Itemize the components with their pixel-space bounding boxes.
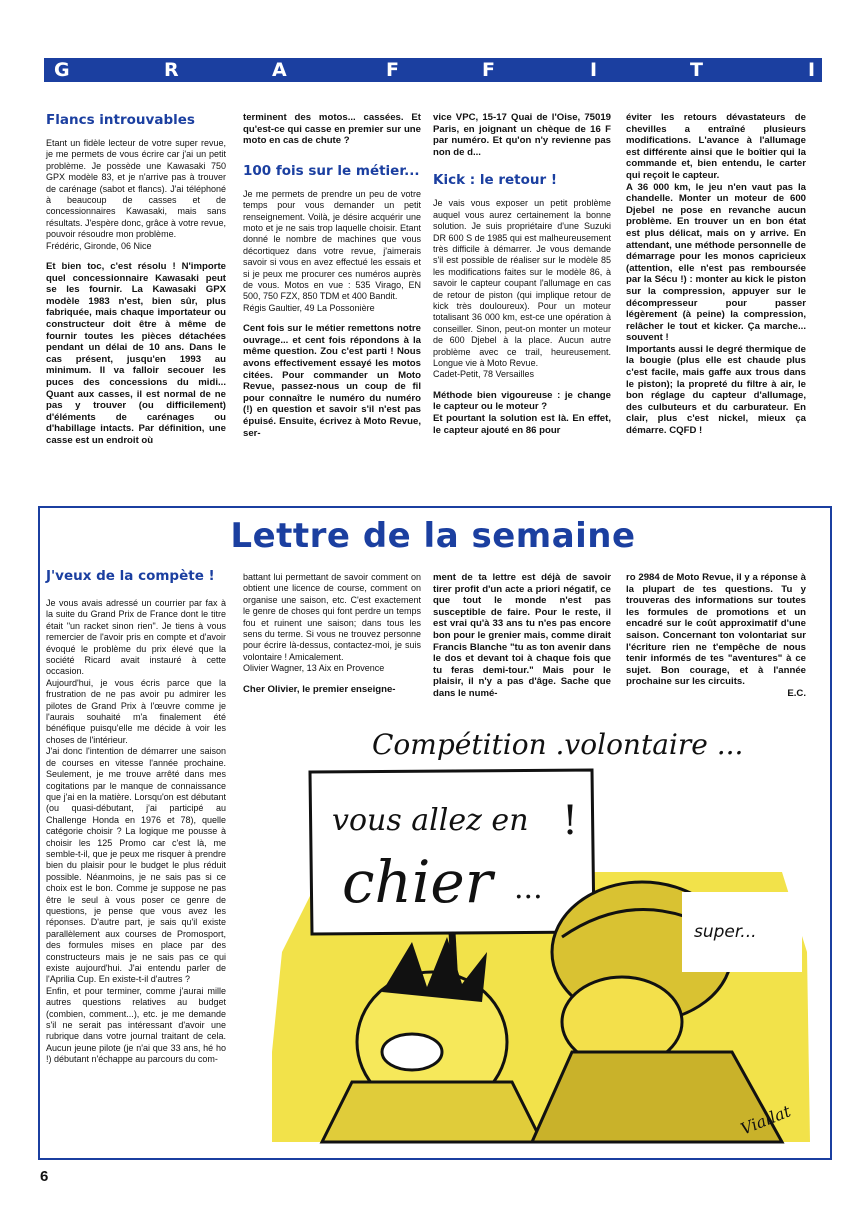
banner-letter: I [590,59,598,81]
cartoon-illustration [262,722,820,1152]
editor-initials: E.C. [787,687,806,699]
editor-answer-continued: Importants aussi le degré thermique de la bougie (plus elle est chaude plus c'est facile, mais gaffe aux trous dans le piston); la propreté du filtre à air, le bon réglage du capteur d'allumage, des culbuteurs et du carburateur. En clair, plus c'est nickel, mieux ça démarre. CQFD ! [626,343,806,437]
banner-letter: R [164,59,179,81]
reader-letter-paragraph: Enfin, et pour terminer, comme j'aurai mille autres questions relatives au budget (combien, comment...), etc. je me demande s'il ne serait pas intéressant d'avoir une rubrique dans votre journal traitant de cela. Aucun jeune pilote (je n'ai que 33 ans, hé ho !) débutant n'échappe au parcours du com- [46,985,226,1065]
page-number: 6 [40,1168,49,1185]
artist-signature: Viallat [737,1101,794,1139]
banner-letter: F [386,59,399,81]
lettre-column-2 [243,572,421,695]
banner-letter: G [54,59,70,81]
cartoon-caption: Compétition .volontaire ... [372,728,744,761]
editor-answer: ment de ta lettre est déjà de savoir tirer profit d'un acte a priori négatif, ce que tout le monde n'est pas susceptible de faire. Pour le reste, il est vrai qu'à 33 ans tu n'es pas encore bon pour le grenier mais, comme dirait Francis Blanche "tu as ton avenir dans le dos et devant toi à chaque fois que tu feras demi-tour." Mais pour le plaisir, il n'y a pas d'âge. Sache que dans le numé- [433,572,611,699]
lettre-column-3 [433,572,611,700]
section-banner [44,58,822,82]
column-2 [243,112,421,439]
reader-letter-paragraph: battant lui permettant de savoir comment on obtient une licence de course, comment on organise une saison, etc. C'est exactement le genre de choses qui font perdre un temps fou et ruinent une saison; dans tous les sens du terme. Si vous ne trouvez personne pour écrire là-dessus, contactez-moi, je suis volontaire ! Amicalement. [243,572,421,662]
reader-letter: Etant un fidèle lecteur de votre super revue, je me permets de vous écrire car j'ai un petit problème. Je possède une Kawasaki 750 GPX modèle 83, et je n'arrive pas à trouver de carénage (sabot et flancs). J'ai téléphoné à beaucoup de casses et de concessionnaires Kawasaki, mais sans résultats. J'espère donc, grâce à votre revue, pouvoir résoudre mon problème. [46,138,226,240]
article-heading: Flancs introuvables [46,112,195,128]
editor-answer: Méthode bien vigoureuse : je change le capteur ou le moteur ? [433,389,611,413]
column-4 [626,112,806,437]
article-heading: J'veux de la compète ! [46,568,215,584]
sign-ellipsis: ... [514,871,543,906]
letter-signature: Régis Gaultier, 49 La Possonière [243,302,375,313]
editor-answer: ro 2984 de Moto Revue, il y a réponse à la plupart de tes questions. Tu y trouveras des informations sur toutes les formules de promotions et un encadré sur le coût approximatif d'une saison. Concernant ton volontariat sur l'écriture rien ne t'empêche de nous tenir informés de tes "aventures" à ce sujet. Bon courage, et à l'année prochaine sur les circuits. [626,572,806,688]
column-3 [433,112,611,436]
banner-letter: T [690,59,703,81]
editor-answer-continued: A 36 000 km, le jeu n'en vaut pas la chandelle. Monter un moteur de 600 Djebel ne pose en revanche aucun problème. En trouver un en bon état est plus délicat, mais on y arrive. En attendant, une méthode personnelle de démarrage pour les monos capricieux (attention, elle n'est pas remboursée par la Sécu !) : monter au kick le piston sur la compression, appuyer sur le décompresseur pour passer légèrement (à peine) la compression, relâcher le tout et kicker. Ça marche... souvent ! [626,181,806,344]
rider-body [322,1082,542,1142]
letter-signature: Frédéric, Gironde, 06 Nice [46,240,152,251]
editor-answer-continued: éviter les retours dévastateurs de chevilles a entraîné plusieurs modifications. L'avance à l'allumage est différente ainsi que le boîtier qui la commande et, bien entendu, le carter qui reçoit le capteur. [626,112,806,181]
reader-letter: Je me permets de prendre un peu de votre temps pour vous demander un petit renseignement. Voilà, je désire acquérir une moto et je ne sais trop laquelle choisir. Etant donné le nombre de machines que vous décortiquez dans votre revue, j'aimerais savoir si vous en avez effectué les essais et si je peux me procurer ces numéros auprès de vous. Motos en vue : 535 Virago, EN 500, 750 FZX, 850 TDM et 400 Bandit. [243,188,421,302]
reader-letter-paragraph: Aujourd'hui, je vous écris parce que la frustration de ne pas avoir pu admirer les pilotes de Grand Prix à l'œuvre comme je l'aurais souhaité m'a finalement été bénéfique puisqu'elle me décide à voir les choses de l'intérieur. [46,677,226,745]
column-1 [46,112,226,447]
editor-answer: Cent fois sur le métier remettons notre ouvrage... et cent fois répondons à la même question. Zou c'est parti ! Nous avons effectivement essayé les motos citées. Pour commander un Moto Revue, passez-nous un coup de fil pour connaître le numéro du numéro (!) en question et savoir s'il n'est pas épuisé. Ensuite, écrivez à Moto Revue, ser- [243,323,421,439]
reader-letter-paragraph: J'ai donc l'intention de démarrer une saison de courses en vitesse l'année prochaine. Seulement, je me trouve arrêté dans mes cogitations par le manque de connaissance que j'ai en la matière. Lorsqu'on est débutant (ou quasi-débutant, j'ai participé au Challenge Honda en 1976 et 78), quelle catégorie choisir ? La logique me pousse à choisir les 125 Promo car c'est là, me semble-t-il, que je peux me risquer à prendre bien du plaisir pour le budget le plus réduit possible. Néanmoins, je ne sais pas si ce choix est le bon. Comme je suppose ne pas être le seul à vous poser ce genre de questions, je pense que vous avez les réponses. D'autre part, je sais qu'il existe parallèlement aux courses de Promosport, des formules mises en place par des constructeurs mais je ne sais pas ce qui existe aujourd'hui. J'ai entendu parler de l'Aprilia Cup. En existe-t-il d'autres ? [46,746,226,985]
editor-answer-continued: vice VPC, 15-17 Quai de l'Oise, 75019 Paris, en joignant un chèque de 16 F par numéro. Et qu'on n'y revienne pas non de d... [433,112,611,158]
editor-answer: Et pourtant la solution est là. En effet, le capteur ajouté en 86 pour [433,413,611,436]
reader-letter: Je vais vous exposer un petit problème auquel vous aurez certainement la bonne solution. Je suis propriétaire d'une Suzuki DR 600 S de 1985 qui est malheureusement très difficile à démarrer. Je vous demande s'il est possible de réaliser sur le modèle 85 les modifications faites sur le modèle 86, à savoir le capteur coupant l'allumage en cas de retour de piston (qui implique retour de kick très douloureux). Pour un moteur totalisant 36 000 km, est-ce une opération à conseiller. Sinon, peut-on monter un moteur de 600 Djebel à la place. Aucun autre problème avec ce trail, heureusement. Longue vie à Moto Revue. [433,198,611,369]
sign-text: vous allez en [332,803,529,838]
lettre-column-4 [626,572,806,700]
rider-mouth [382,1034,442,1070]
banner-letter: F [482,59,495,81]
letter-of-week-title: Lettre de la semaine [230,516,636,556]
letter-signature: Olivier Wagner, 13 Aix en Provence [243,663,385,674]
banner-letter: I [808,59,816,81]
cartoon-drawing [262,722,820,1152]
speech-text: super... [694,922,757,942]
reader-letter-paragraph: Je vous avais adressé un courrier par fax à la suite du Grand Prix de France dont le titre était "un racket sinon rien". Je tiens à vous remercier de l'avoir pris en compte et d'avoir évoqué le problème du prix élevé que la société Ricard avait instauré à cette occasion. [46,598,226,677]
banner-letter: A [272,59,287,81]
editor-answer: Cher Olivier, le premier enseigne- [243,683,396,695]
editor-answer: Et bien toc, c'est résolu ! N'importe quel concessionnaire Kawasaki peut se les fournir. La Kawasaki GPX modèle 1983 n'est, bien sûr, plus fabriquée, mais chaque importateur ou constructeur doit être à même de fournir toutes les pièces détachées pendant un délai de 10 ans. Dans le cas présent, jusqu'en 1993 au minimum. Il va falloir secouer les puces des concessions du midi... Quant aux casses, il est normal de ne pas y trouver (ou difficilement) d'éléments de carénages ou d'habillage intacts. Par définition, une casse est un endroit où [46,261,226,446]
sign-text-big: chier [342,848,493,916]
article-heading: Kick : le retour ! [433,172,558,189]
editor-answer-continued: terminent des motos... cassées. Et qu'est-ce qui casse en premier sur une moto en cas de chute ? [243,112,421,147]
article-heading: 100 fois sur le métier... [243,162,420,179]
sign-exclamation: ! [562,798,579,844]
letter-signature: Cadet-Petit, 78 Versailles [433,369,535,380]
lettre-column-1 [46,568,226,1066]
